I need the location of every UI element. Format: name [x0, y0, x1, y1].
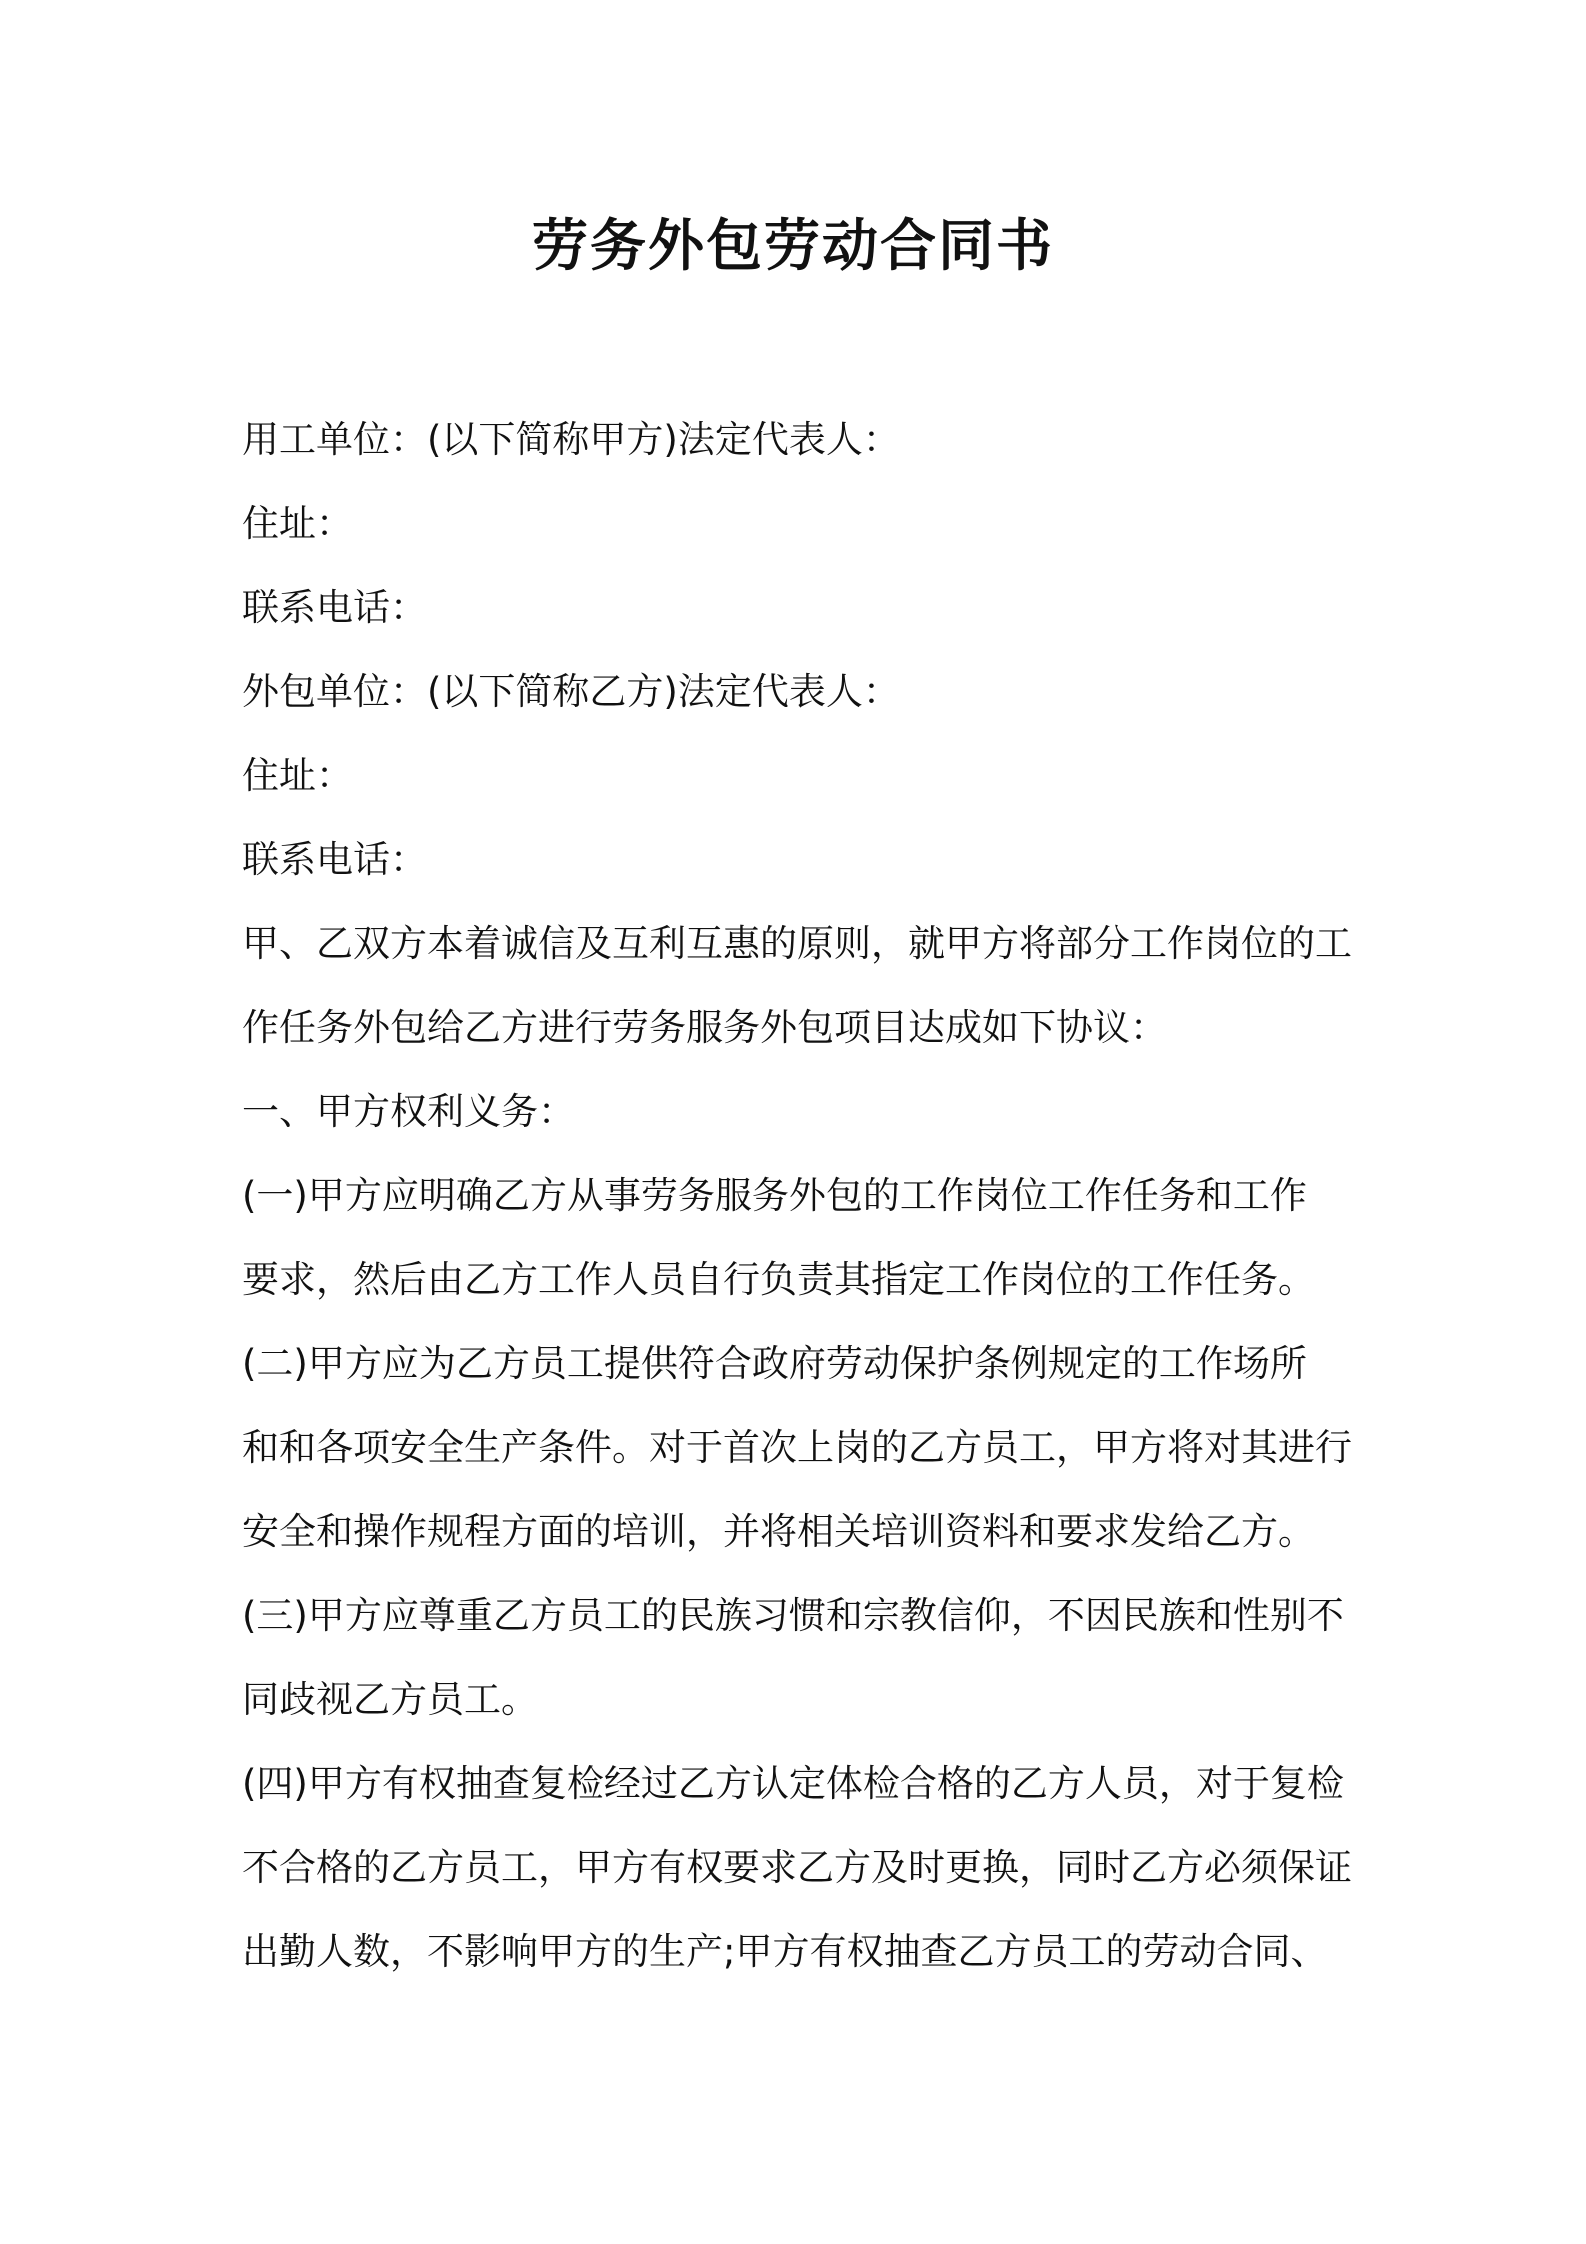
party-b-phone-line: 联系电话： [242, 838, 427, 881]
clause-4-line-1: (四)甲方有权抽查复检经过乙方认定体检合格的乙方人员，对于复检 [242, 1762, 1344, 1805]
clause-2-line-1: (二)甲方应为乙方员工提供符合政府劳动保护条例规定的工作场所 [242, 1342, 1307, 1385]
clause-3-line-1: (三)甲方应尊重乙方员工的民族习惯和宗教信仰，不因民族和性别不 [242, 1594, 1344, 1637]
party-b-address-line: 住址： [242, 754, 353, 797]
clause-1-line-2: 要求，然后由乙方工作人员自行负责其指定工作岗位的工作任务。 [242, 1258, 1315, 1301]
party-a-phone-line: 联系电话： [242, 586, 427, 629]
party-a-employer-line: 用工单位：(以下简称甲方)法定代表人： [242, 418, 900, 461]
clause-2-line-2: 和和各项安全生产条件。对于首次上岗的乙方员工，甲方将对其进行 [242, 1426, 1352, 1469]
clause-4-line-2: 不合格的乙方员工，甲方有权要求乙方及时更换，同时乙方必须保证 [242, 1846, 1352, 1889]
document-title: 劳务外包劳动合同书 [532, 214, 1054, 279]
party-b-contractor-line: 外包单位：(以下简称乙方)法定代表人： [242, 670, 900, 713]
preamble-line-1: 甲、乙双方本着诚信及互利互惠的原则，就甲方将部分工作岗位的工 [242, 922, 1352, 965]
clause-1-line-1: (一)甲方应明确乙方从事劳务服务外包的工作岗位工作任务和工作 [242, 1174, 1307, 1217]
preamble-line-2: 作任务外包给乙方进行劳务服务外包项目达成如下协议： [242, 1006, 1167, 1049]
clause-2-line-3: 安全和操作规程方面的培训，并将相关培训资料和要求发给乙方。 [242, 1510, 1315, 1553]
clause-4-line-3: 出勤人数，不影响甲方的生产;甲方有权抽查乙方员工的劳动合同、 [242, 1930, 1328, 1973]
section-heading-party-a-rights: 一、甲方权利义务： [242, 1090, 575, 1133]
clause-3-line-2: 同歧视乙方员工。 [242, 1678, 538, 1721]
party-a-address-line: 住址： [242, 502, 353, 545]
